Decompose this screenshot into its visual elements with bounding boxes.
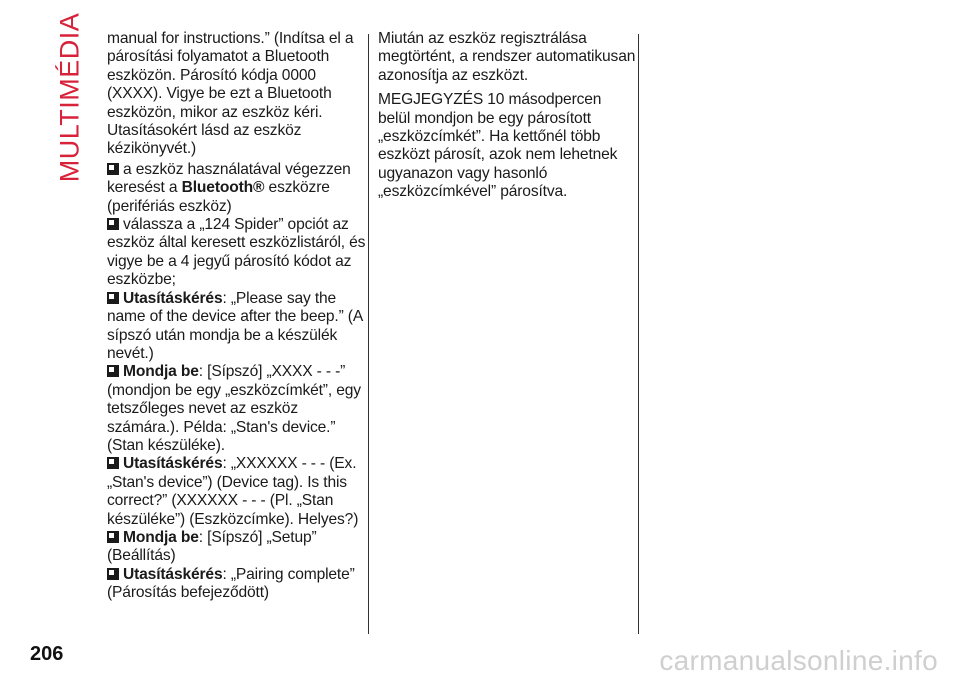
section-label-text: MULTIMÉDIA: [54, 12, 85, 183]
page-number: 206: [30, 643, 64, 665]
bullet-bold: Utasításkérés: [123, 565, 223, 583]
note-paragraph: MEGJEGYZÉS 10 másodpercen belül mondjon be egy párosított „eszközcímkét”. Ha kettőnél több eszközt párosít, azok nem lehetnek ugyanazon vagy hasonló „eszközcímkével” párosítva.: [378, 91, 618, 201]
list-item: [107, 290, 367, 364]
section-label: [54, 12, 85, 183]
bullet-square-icon: [107, 365, 119, 377]
bullet-text: válassza a „124 Spider” opciót az eszköz által keresett eszközlistáról, és vigye be a 4 jegyű párosító kódot az eszközbe;: [107, 216, 366, 289]
bullet-square-icon: [107, 163, 119, 175]
column-divider: [368, 34, 369, 634]
list-item: [107, 529, 367, 566]
bullet-text: : „Please say the name of the device after the beep.” (A sípszó után mondja be a készülék nevét.): [107, 289, 363, 362]
bullet-square-icon: [107, 292, 119, 304]
list-item: [107, 216, 367, 290]
bullet-square-icon: [107, 568, 119, 580]
bullet-bold: Utasításkérés: [123, 289, 223, 307]
bullet-bold: Mondja be: [123, 528, 199, 546]
bullet-bold: Mondja be: [123, 363, 199, 381]
bullet-text: : „Pairing complete” (Párosítás befejeződött): [107, 565, 355, 602]
list-item: [107, 566, 367, 603]
bullet-text: a eszköz használatával végezzen keresést a: [107, 160, 351, 197]
bullet-bold: Bluetooth®: [181, 179, 265, 197]
right-column: [378, 30, 636, 204]
bullet-text: eszközre (perifériás eszköz): [107, 179, 330, 215]
registration-paragraph: Miután az eszköz regisztrálása megtörtént, a rendszer automatikusan azonosítja az eszközt.: [378, 30, 636, 84]
intro-paragraph: manual for instructions.” (Indítsa el a párosítási folyamatot a Bluetooth eszközön. Párosító kódja 0000 (XXXX). Vigye be ezt a Bluetooth eszközön, mikor az eszköz kéri. Utasításokért lásd az eszköz kézikönyvét.): [107, 30, 354, 158]
list-item: [107, 161, 367, 216]
watermark: carmanualsonline.info: [659, 645, 938, 676]
list-item: [107, 455, 367, 529]
left-column: [107, 30, 367, 603]
column-divider: [638, 34, 639, 634]
bullet-square-icon: [107, 531, 119, 543]
bullet-bold: Utasításkérés: [123, 455, 223, 473]
bullet-square-icon: [107, 457, 119, 469]
bullet-square-icon: [107, 218, 119, 230]
bullet-text: : [Sípszó] „Setup” (Beállítás): [107, 528, 317, 565]
list-item: [107, 363, 367, 455]
bullet-text: : [Sípszó] „XXXX - - -” (mondjon be egy „eszközcímkét”, egy tetszőleges nevet az eszköz számára.). Példa: „Stan's device.” (Stan készüléke).: [107, 363, 361, 454]
bullet-text: : „XXXXXX - - - (Ex. „Stan's device”) (Device tag). Is this correct?” (XXXXXX - - - (Pl. „Stan készüléke”) (Eszközcímke). Helyes?): [107, 455, 359, 528]
